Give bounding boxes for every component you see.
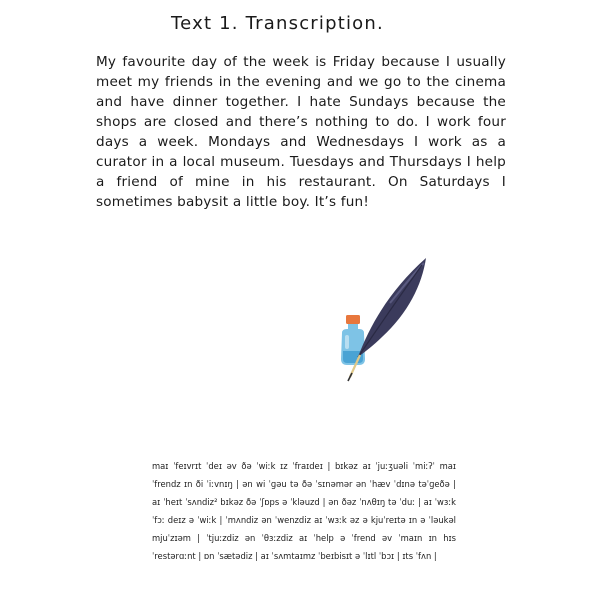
inkwell-icon	[341, 315, 365, 365]
phonetic-transcription: maɪ ˈfeɪvrɪt ˈdeɪ əv ðə ˈwiːk ɪz ˈfraɪdeɪ | bɪkəz aɪ ˈjuːʒuəli ˈmiːʔˈ maɪ ˈfrendz ɪn ði ˈiːvnɪŋ | ən wi ˈɡəu tə ðə ˈsɪnəmər ən ˈhæv ˈdɪnə təˈɡeðə | aɪ ˈheɪt ˈsʌndiz² bɪkəz ðə ˈʃɒps ə ˈkləuzd | ən ðəz ˈnʌθɪŋ tə ˈduː | aɪ ˈwɜːk ˈfɔː deɪz ə ˈwiːk | ˈmʌndiz ən ˈwenzdiz aɪ ˈwɜːk əz ə kjuˈreɪtə ɪn ə ˈləukəl mjuˈzɪəm | ˈtjuːzdiz ən ˈθɜːzdiz aɪ ˈhelp ə ˈfrend əv ˈmaɪn ɪn hɪs ˈrestərɑːnt | ɒn ˈsætədiz | aɪ ˈsʌmtaɪmz ˈbeɪbisɪt ə ˈlɪtl ˈbɔɪ | ɪts ˈfʌn |	[152, 461, 456, 561]
quill-and-inkwell-icon	[330, 255, 435, 385]
page-title: Text 1. Transcription.	[171, 13, 384, 34]
body-paragraph: My favourite day of the week is Friday because I usually meet my friends in the evening and we go to the cinema and have dinner together. I hate Sundays because the shops are closed and there’s nothing to do. I work four days a week. Mondays and Wednesdays I work as a curator in a local museum. Tuesdays and Thursdays I help a friend of mine in his restaurant. On Saturdays I sometimes babysit a little boy. It’s fun!	[96, 54, 506, 210]
